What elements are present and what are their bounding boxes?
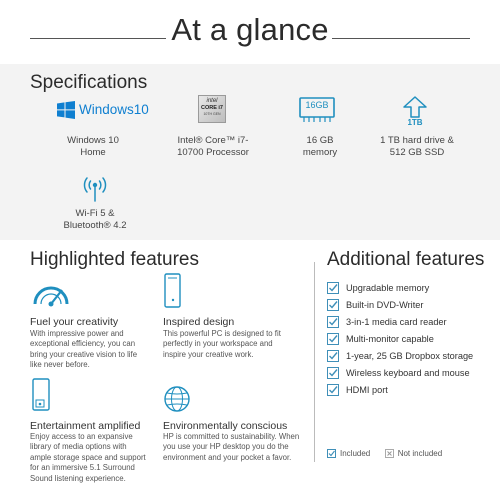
tower-pc-icon — [163, 273, 183, 309]
wifi-bluetooth-icon — [80, 172, 110, 202]
storage-icon-text: 1TB — [407, 118, 423, 127]
title-rule-right — [332, 38, 470, 39]
highlighted-features-title: Highlighted features — [30, 249, 199, 270]
additional-item — [327, 382, 388, 397]
spec-label-storage: 1 TB hard drive & 512 GB SSD — [380, 135, 454, 158]
additional-item-label: HDMI port — [346, 384, 388, 395]
checkmark-icon — [327, 367, 339, 379]
feature-desc-entertainment: Enjoy access to an expansive library of media options with ample storage space and support for an immersive 5.1 Surround Sound listening experience. — [30, 432, 146, 483]
feature-desc-design: This powerful PC is designed to fit perfectly in your workspace and inspire your creative work. — [163, 329, 281, 359]
additional-item — [327, 314, 447, 329]
storage-arrow-icon — [402, 96, 428, 130]
checkmark-icon — [327, 316, 339, 328]
intel-core-i7-badge — [198, 95, 226, 123]
legend-not-included-x-icon — [385, 449, 394, 458]
checkmark-icon — [327, 282, 339, 294]
additional-features-title: Additional features — [327, 249, 485, 270]
spec-label-wireless: Wi-Fi 5 & Bluetooth® 4.2 — [63, 208, 127, 231]
memory-chip-text: 16GB — [305, 100, 329, 110]
windows-10-logo — [57, 101, 147, 119]
intel-badge-line2: 10TH GEN — [203, 112, 221, 116]
feature-title-entertainment: Entertainment amplified — [30, 420, 141, 432]
spec-label-memory: 16 GB memory — [302, 135, 338, 158]
additional-item-label: 3-in-1 media card reader — [346, 316, 447, 327]
legend-included-checkmark-icon — [327, 449, 336, 458]
additional-item — [327, 365, 470, 380]
legend — [327, 445, 442, 463]
intel-badge-line1: CORE i7 — [200, 105, 223, 111]
additional-item-label: Built-in DVD-Writer — [346, 299, 424, 310]
checkmark-icon — [327, 299, 339, 311]
additional-item — [327, 297, 423, 312]
additional-item-label: 1-year, 25 GB Dropbox storage — [346, 350, 474, 361]
speedometer-icon — [31, 278, 71, 308]
media-entertainment-icon — [31, 378, 53, 412]
checkmark-icon — [327, 350, 339, 362]
globe-leaf-icon — [163, 385, 193, 413]
additional-item-label: Multi-monitor capable — [346, 333, 434, 344]
additional-item — [327, 331, 434, 346]
section-divider — [314, 262, 315, 462]
additional-item-label: Wireless keyboard and mouse — [346, 367, 470, 378]
spec-label-processor: Intel® Core™ i7-10700 Processor — [177, 135, 249, 158]
legend-not-included-label: Not included — [397, 449, 443, 459]
feature-desc-environment: HP is committed to sustainability. When you use your HP desktop you do the environment and your pocket a favor. — [163, 432, 300, 462]
feature-title-environment: Environmentally conscious — [163, 420, 288, 432]
feature-desc-creativity: With impressive power and exceptional efficiency, you can bring your creative vision to life like never before. — [30, 329, 138, 370]
feature-title-design: Inspired design — [163, 316, 235, 328]
memory-chip-icon — [299, 97, 335, 123]
checkmark-icon — [327, 333, 339, 345]
intel-badge-brand: intel — [206, 98, 218, 104]
additional-item — [327, 348, 473, 363]
legend-included-label: Included — [340, 449, 371, 459]
windows-logo-text: Windows10 — [79, 102, 149, 117]
checkmark-icon — [327, 384, 339, 396]
additional-item-label: Upgradable memory — [346, 282, 430, 293]
page-title: At a glance — [171, 12, 329, 47]
specifications-title: Specifications — [30, 72, 148, 93]
spec-label-os: Windows 10 Home — [67, 135, 119, 158]
feature-title-creativity: Fuel your creativity — [30, 316, 119, 328]
additional-item — [327, 280, 429, 295]
